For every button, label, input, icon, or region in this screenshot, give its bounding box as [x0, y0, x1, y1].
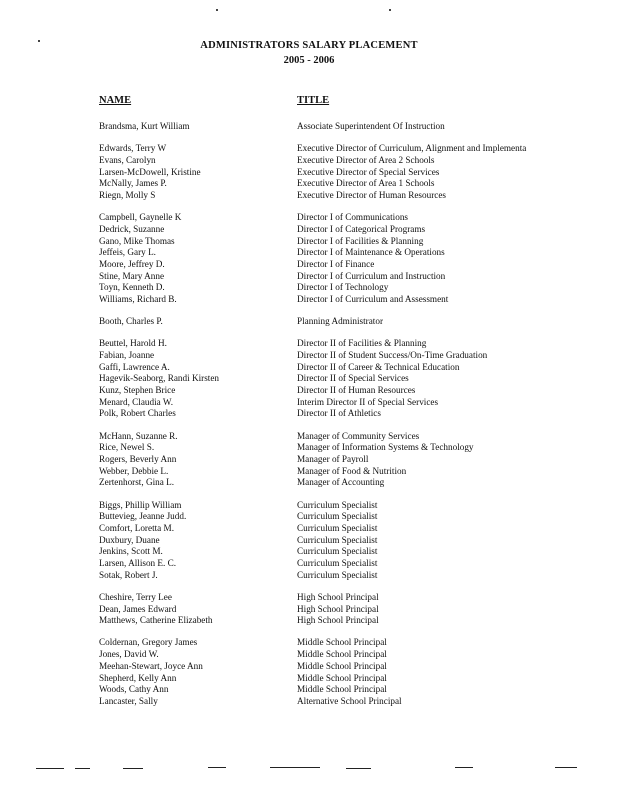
staff-title: Curriculum Specialist	[297, 522, 378, 533]
staff-name: Brandsma, Kurt William	[99, 121, 190, 131]
staff-group	[0, 500, 618, 582]
staff-name: McHann, Suzanne R.	[99, 430, 178, 441]
staff-row	[0, 673, 618, 685]
staff-row	[0, 350, 618, 362]
staff-name: Polk, Robert Charles	[99, 408, 176, 419]
staff-row	[0, 385, 618, 397]
staff-group	[0, 143, 618, 201]
staff-row	[0, 212, 618, 224]
staff-title: Executive Director of Area 1 Schools	[297, 178, 435, 189]
staff-row	[0, 408, 618, 420]
staff-title: Curriculum Specialist	[297, 558, 378, 568]
staff-row	[0, 454, 618, 466]
staff-title: Manager of Accounting	[297, 477, 385, 488]
staff-name: Stine, Mary Anne	[99, 270, 165, 281]
staff-row	[0, 431, 618, 443]
staff-name: Rice, Newel S.	[99, 442, 155, 453]
staff-title: Director I of Technology	[297, 282, 389, 293]
staff-title: Middle School Principal	[297, 660, 387, 671]
staff-name: Dean, James Edward	[99, 603, 177, 614]
staff-title: Director I of Communications	[297, 212, 408, 223]
staff-name: Hagevik-Seaborg, Randi Kirsten	[99, 373, 220, 384]
staff-group	[0, 338, 618, 420]
staff-row	[0, 570, 618, 582]
staff-name: Gano, Mike Thomas	[99, 235, 175, 246]
staff-row	[0, 236, 618, 248]
staff-name: Meehan-Stewart, Joyce Ann	[99, 660, 203, 671]
staff-name: Dedrick, Suzanne	[99, 223, 165, 234]
staff-name: Jones, David W.	[99, 649, 159, 660]
staff-row	[0, 649, 618, 661]
staff-row	[0, 546, 618, 558]
staff-title: Director II of Athletics	[297, 408, 381, 419]
staff-name: Booth, Charles P.	[99, 316, 163, 327]
scan-line	[208, 767, 226, 768]
staff-name: Toyn, Kenneth D.	[99, 282, 165, 293]
staff-name: Campbell, Gaynelle K	[99, 212, 182, 223]
staff-row	[0, 558, 618, 570]
staff-row	[0, 637, 618, 649]
staff-title: Executive Director of Special Services	[297, 166, 440, 177]
staff-name: Webber, Debbie L.	[99, 465, 169, 476]
staff-row	[0, 282, 618, 294]
staff-title: Director I of Curriculum and Instruction	[297, 270, 446, 281]
staff-title: Planning Administrator	[297, 316, 384, 327]
staff-group	[0, 431, 618, 489]
staff-list	[0, 121, 618, 718]
staff-row	[0, 500, 618, 512]
staff-row	[0, 397, 618, 409]
staff-name: Jeffeis, Gary L.	[99, 247, 156, 258]
document-title: ADMINISTRATORS SALARY PLACEMENT	[200, 40, 418, 51]
staff-row	[0, 247, 618, 259]
staff-row	[0, 477, 618, 489]
staff-title: Director I of Facilities & Planning	[297, 235, 424, 246]
staff-row	[0, 338, 618, 350]
staff-name: Moore, Jeffrey D.	[99, 258, 165, 269]
scan-speck	[216, 9, 218, 11]
staff-group	[0, 316, 618, 328]
staff-name: Larsen-McDowell, Kristine	[99, 166, 201, 177]
scan-line	[555, 767, 577, 768]
staff-name: Fabian, Joanne	[99, 350, 155, 360]
staff-row	[0, 604, 618, 616]
staff-group	[0, 212, 618, 306]
staff-name: Gaffi, Lawrence A.	[99, 361, 170, 372]
staff-row	[0, 362, 618, 374]
staff-title: Director I of Finance	[297, 258, 375, 269]
staff-name: Riegn, Molly S	[99, 189, 156, 200]
staff-name: Edwards, Terry W	[99, 143, 167, 154]
staff-row	[0, 178, 618, 190]
staff-row	[0, 224, 618, 236]
name-column-header: NAME	[99, 95, 132, 106]
staff-name: Kunz, Stephen Brice	[99, 385, 176, 396]
staff-name: Comfort, Loretta M.	[99, 522, 175, 533]
staff-name: Matthews, Catherine Elizabeth	[99, 615, 213, 626]
staff-title: Middle School Principal	[297, 637, 387, 648]
staff-row	[0, 511, 618, 523]
staff-title: Associate Superintendent Of Instruction	[297, 121, 445, 131]
staff-row	[0, 121, 618, 133]
staff-title: Manager of Information Systems & Technology	[297, 442, 474, 453]
staff-row	[0, 684, 618, 696]
staff-row	[0, 523, 618, 535]
scan-line	[455, 767, 473, 768]
staff-name: Shepherd, Kelly Ann	[99, 672, 177, 683]
staff-title: Director II of Facilities & Planning	[297, 338, 427, 349]
staff-title: Curriculum Specialist	[297, 499, 378, 510]
staff-title: Curriculum Specialist	[297, 511, 378, 522]
staff-title: Manager of Community Services	[297, 430, 420, 441]
staff-title: Executive Director of Human Resources	[297, 189, 446, 200]
scan-line	[346, 768, 371, 769]
staff-title: High School Principal	[297, 591, 379, 602]
staff-name: Cheshire, Terry Lee	[99, 591, 172, 602]
staff-row	[0, 535, 618, 547]
staff-name: Rogers, Beverly Ann	[99, 454, 177, 464]
staff-name: Woods, Cathy Ann	[99, 684, 169, 695]
staff-row	[0, 466, 618, 478]
staff-title: Alternative School Principal	[297, 695, 402, 706]
staff-title: High School Principal	[297, 615, 379, 626]
staff-row	[0, 615, 618, 627]
staff-group	[0, 592, 618, 627]
scan-line	[75, 768, 90, 769]
staff-title: Curriculum Specialist	[297, 534, 378, 545]
scan-line	[270, 767, 320, 768]
staff-row	[0, 316, 618, 328]
staff-title: Director II of Career & Technical Education	[297, 361, 460, 372]
staff-title: Director II of Student Success/On-Time Graduation	[297, 350, 488, 360]
scan-line	[123, 768, 143, 769]
staff-title: Director I of Maintenance & Operations	[297, 247, 445, 258]
staff-name: Larsen, Allison E. C.	[99, 558, 177, 568]
staff-title: High School Principal	[297, 603, 379, 614]
staff-row	[0, 167, 618, 179]
title-column-header: TITLE	[297, 95, 330, 106]
staff-name: Buttevieg, Jeanne Judd.	[99, 511, 187, 522]
staff-group	[0, 637, 618, 707]
staff-name: Coldernan, Gregory James	[99, 637, 198, 648]
scan-speck	[389, 9, 391, 11]
staff-title: Curriculum Specialist	[297, 546, 378, 557]
staff-row	[0, 143, 618, 155]
staff-title: Director I of Curriculum and Assessment	[297, 293, 449, 304]
staff-title: Director II of Special Services	[297, 373, 409, 384]
staff-name: Duxbury, Duane	[99, 534, 160, 545]
staff-title: Manager of Food & Nutrition	[297, 465, 407, 476]
staff-name: Sotak, Robert J.	[99, 569, 158, 580]
staff-row	[0, 155, 618, 167]
staff-name: Lancaster, Sally	[99, 695, 158, 706]
staff-title: Executive Director of Curriculum, Alignment and Implementa	[297, 143, 527, 154]
staff-title: Executive Director of Area 2 Schools	[297, 154, 435, 165]
staff-title: Director I of Categorical Programs	[297, 223, 426, 234]
staff-row	[0, 373, 618, 385]
staff-title: Middle School Principal	[297, 672, 387, 683]
staff-name: Jenkins, Scott M.	[99, 546, 163, 557]
staff-name: McNally, James P.	[99, 178, 167, 189]
staff-name: Evans, Carolyn	[99, 154, 156, 165]
staff-name: Menard, Claudia W.	[99, 396, 173, 407]
staff-title: Manager of Payroll	[297, 454, 369, 464]
staff-title: Director II of Human Resources	[297, 385, 416, 396]
staff-name: Biggs, Phillip William	[99, 499, 182, 510]
staff-group	[0, 121, 618, 133]
staff-row	[0, 696, 618, 708]
staff-title: Middle School Principal	[297, 649, 387, 660]
staff-row	[0, 661, 618, 673]
scan-line	[36, 768, 64, 769]
staff-name: Beuttel, Harold H.	[99, 338, 167, 349]
document-year: 2005 - 2006	[283, 55, 335, 66]
staff-title: Middle School Principal	[297, 684, 387, 695]
staff-row	[0, 271, 618, 283]
staff-row	[0, 190, 618, 202]
staff-name: Zertenhorst, Gina L.	[99, 477, 175, 488]
staff-name: Williams, Richard B.	[99, 293, 177, 304]
staff-row	[0, 294, 618, 306]
staff-row	[0, 259, 618, 271]
staff-row	[0, 592, 618, 604]
staff-title: Interim Director II of Special Services	[297, 396, 439, 407]
staff-title: Curriculum Specialist	[297, 569, 378, 580]
staff-row	[0, 442, 618, 454]
